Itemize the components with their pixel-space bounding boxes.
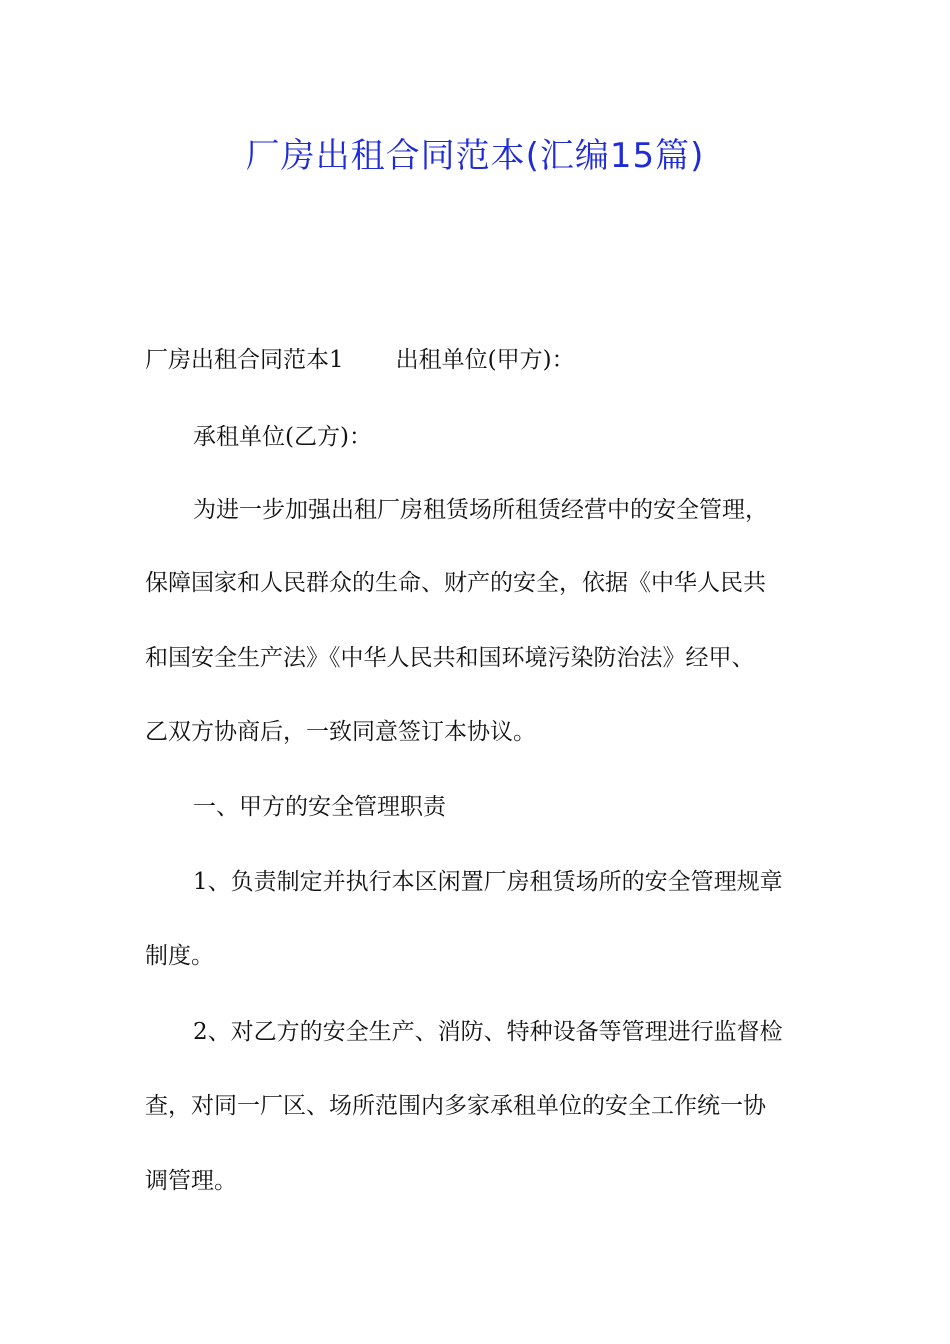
paragraph-line: 查，对同一厂区、场所范围内多家承租单位的安全工作统一协 <box>145 1093 766 1119</box>
section-heading: 一、甲方的安全管理职责 <box>193 794 446 820</box>
paragraph-line: 制度。 <box>145 943 214 969</box>
contract-number-label: 厂房出租合同范本1 <box>145 347 344 373</box>
paragraph-line: 1、负责制定并执行本区闲置厂房租赁场所的安全管理规章 <box>193 869 783 895</box>
paragraph-line: 调管理。 <box>145 1168 237 1194</box>
paragraph-line: 保障国家和人民群众的生命、财产的安全，依据《中华人民共 <box>145 570 766 596</box>
contract-heading-line <box>145 344 575 376</box>
lessor-label: 出租单位(甲方)： <box>395 347 575 373</box>
document-title: 厂房出租合同范本(汇编15篇) <box>245 136 705 176</box>
paragraph-line: 为进一步加强出租厂房租赁场所租赁经营中的安全管理， <box>193 497 768 523</box>
paragraph-line: 2、对乙方的安全生产、消防、特种设备等管理进行监督检 <box>193 1019 783 1045</box>
paragraph-line: 和国安全生产法》《中华人民共和国环境污染防治法》经甲、 <box>145 645 755 671</box>
lessee-label: 承租单位(乙方)： <box>193 424 372 450</box>
paragraph-line: 乙双方协商后，一致同意签订本协议。 <box>145 719 536 745</box>
